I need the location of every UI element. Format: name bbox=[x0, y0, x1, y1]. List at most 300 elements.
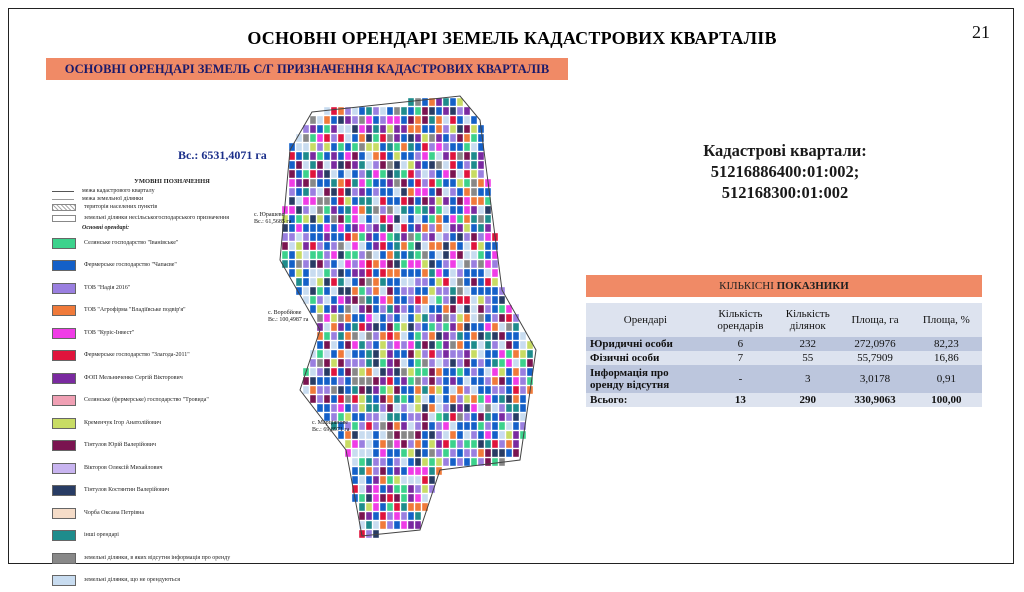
map-parcel bbox=[415, 503, 421, 511]
map-parcel bbox=[415, 143, 421, 151]
map-parcel bbox=[338, 377, 344, 385]
map-parcel bbox=[443, 251, 449, 259]
map-parcel bbox=[401, 224, 407, 232]
map-parcel bbox=[345, 179, 351, 187]
map-parcel bbox=[352, 278, 358, 286]
map-parcel bbox=[380, 233, 386, 241]
map-parcel bbox=[513, 440, 519, 448]
map-parcel bbox=[366, 521, 372, 529]
map-parcel bbox=[408, 188, 414, 196]
map-parcel bbox=[296, 188, 302, 196]
map-parcel bbox=[422, 467, 428, 475]
map-parcel bbox=[345, 296, 351, 304]
map-parcel bbox=[387, 170, 393, 178]
map-parcel bbox=[520, 368, 526, 376]
map-parcel bbox=[310, 233, 316, 241]
map-parcel bbox=[387, 260, 393, 268]
map-parcel bbox=[450, 224, 456, 232]
map-parcel bbox=[415, 377, 421, 385]
map-parcel bbox=[408, 206, 414, 214]
map-parcel bbox=[429, 152, 435, 160]
map-parcel bbox=[401, 476, 407, 484]
map-parcel bbox=[471, 395, 477, 403]
map-parcel bbox=[485, 296, 491, 304]
map-parcel bbox=[380, 395, 386, 403]
legend-color-swatch bbox=[52, 283, 76, 294]
map-parcel bbox=[366, 467, 372, 475]
map-parcel bbox=[366, 503, 372, 511]
map-parcel bbox=[464, 440, 470, 448]
map-parcel bbox=[310, 143, 316, 151]
table-cell: 3 bbox=[776, 365, 839, 393]
map-parcel bbox=[408, 269, 414, 277]
map-parcel bbox=[331, 332, 337, 340]
map-parcel bbox=[317, 305, 323, 313]
map-parcel bbox=[380, 215, 386, 223]
map-parcel bbox=[394, 269, 400, 277]
map-parcel bbox=[394, 350, 400, 358]
map-parcel bbox=[338, 161, 344, 169]
map-parcel bbox=[408, 395, 414, 403]
map-parcel bbox=[394, 161, 400, 169]
map-parcel bbox=[471, 449, 477, 457]
map-parcel bbox=[380, 260, 386, 268]
map-parcel bbox=[380, 521, 386, 529]
map-parcel bbox=[499, 377, 505, 385]
map-parcel bbox=[401, 179, 407, 187]
map-parcel bbox=[443, 143, 449, 151]
map-parcel bbox=[415, 395, 421, 403]
map-parcel bbox=[366, 251, 372, 259]
map-parcel bbox=[366, 197, 372, 205]
map-parcel bbox=[450, 449, 456, 457]
map-parcel bbox=[464, 233, 470, 241]
map-parcel bbox=[485, 386, 491, 394]
map-parcel bbox=[401, 440, 407, 448]
map-parcel bbox=[436, 107, 442, 115]
map-parcel bbox=[408, 350, 414, 358]
map-parcel bbox=[408, 323, 414, 331]
map-parcel bbox=[429, 359, 435, 367]
map-parcel bbox=[443, 179, 449, 187]
map-parcel bbox=[366, 512, 372, 520]
map-parcel bbox=[366, 422, 372, 430]
page-number: 21 bbox=[972, 22, 990, 43]
map-parcel bbox=[373, 404, 379, 412]
map-parcel bbox=[317, 125, 323, 133]
map-parcel bbox=[345, 323, 351, 331]
map-parcel bbox=[401, 458, 407, 466]
map-parcel bbox=[478, 242, 484, 250]
map-parcel bbox=[450, 170, 456, 178]
map-parcel bbox=[415, 188, 421, 196]
map-parcel bbox=[401, 314, 407, 322]
map-parcel bbox=[450, 188, 456, 196]
map-parcel bbox=[464, 242, 470, 250]
map-parcel bbox=[443, 305, 449, 313]
map-parcel bbox=[415, 431, 421, 439]
map-parcel bbox=[429, 206, 435, 214]
map-parcel bbox=[429, 260, 435, 268]
map-parcel bbox=[436, 251, 442, 259]
map-parcel bbox=[471, 368, 477, 376]
map-parcel bbox=[373, 161, 379, 169]
map-parcel bbox=[450, 260, 456, 268]
map-parcel bbox=[450, 440, 456, 448]
map-parcel bbox=[422, 278, 428, 286]
map-parcel bbox=[408, 422, 414, 430]
map-parcel bbox=[373, 395, 379, 403]
map-parcel bbox=[450, 197, 456, 205]
map-parcel bbox=[373, 305, 379, 313]
map-parcel bbox=[352, 143, 358, 151]
map-parcel bbox=[464, 386, 470, 394]
map-parcel bbox=[485, 260, 491, 268]
map-parcel bbox=[380, 431, 386, 439]
map-parcel bbox=[422, 116, 428, 124]
map-parcel bbox=[471, 251, 477, 259]
indicators-table bbox=[586, 303, 982, 407]
map-parcel bbox=[401, 206, 407, 214]
map-parcel bbox=[303, 242, 309, 250]
map-parcel bbox=[359, 485, 365, 493]
map-parcel bbox=[373, 188, 379, 196]
map-parcel bbox=[338, 269, 344, 277]
map-parcel bbox=[429, 467, 435, 475]
map-parcel bbox=[345, 215, 351, 223]
map-parcel bbox=[352, 296, 358, 304]
map-parcel bbox=[422, 494, 428, 502]
map-parcel bbox=[324, 197, 330, 205]
map-parcel bbox=[429, 125, 435, 133]
map-parcel bbox=[478, 170, 484, 178]
map-parcel bbox=[422, 296, 428, 304]
map-parcel bbox=[415, 440, 421, 448]
map-parcel bbox=[457, 233, 463, 241]
map-parcel bbox=[485, 359, 491, 367]
cadastral-heading: Кадастрові квартали: bbox=[640, 140, 930, 161]
map-parcel bbox=[394, 206, 400, 214]
map-parcel bbox=[366, 125, 372, 133]
map-parcel bbox=[373, 179, 379, 187]
table-cell: 0,91 bbox=[911, 365, 982, 393]
legend-label: Кременчук Ігор Анатолійович bbox=[84, 420, 161, 427]
map-parcel bbox=[380, 323, 386, 331]
map-parcel bbox=[443, 116, 449, 124]
cadastral-map bbox=[40, 90, 570, 546]
map-parcel bbox=[401, 233, 407, 241]
cadastral-quarters bbox=[640, 140, 930, 203]
map-parcel bbox=[436, 170, 442, 178]
map-parcel bbox=[443, 206, 449, 214]
map-parcel bbox=[345, 359, 351, 367]
map-parcel bbox=[422, 305, 428, 313]
legend-item bbox=[52, 480, 292, 503]
map-parcel bbox=[387, 143, 393, 151]
map-parcel bbox=[317, 395, 323, 403]
map-parcel bbox=[331, 233, 337, 241]
map-parcel bbox=[345, 287, 351, 295]
map-parcel bbox=[457, 404, 463, 412]
map-parcel bbox=[338, 188, 344, 196]
map-parcel bbox=[457, 332, 463, 340]
map-parcel bbox=[338, 233, 344, 241]
map-parcel bbox=[359, 197, 365, 205]
map-parcel bbox=[429, 332, 435, 340]
map-parcel bbox=[310, 395, 316, 403]
map-parcel bbox=[429, 377, 435, 385]
map-parcel bbox=[471, 386, 477, 394]
map-parcel bbox=[352, 413, 358, 421]
map-parcel bbox=[450, 377, 456, 385]
map-parcel bbox=[359, 449, 365, 457]
map-parcel bbox=[492, 359, 498, 367]
map-parcel bbox=[373, 260, 379, 268]
row-label: Юридичні особи bbox=[586, 337, 705, 351]
indicators-banner bbox=[586, 275, 982, 297]
map-parcel bbox=[373, 278, 379, 286]
map-parcel bbox=[408, 215, 414, 223]
map-parcel bbox=[464, 224, 470, 232]
map-parcel bbox=[359, 467, 365, 475]
map-parcel bbox=[345, 269, 351, 277]
map-parcel bbox=[303, 278, 309, 286]
map-parcel bbox=[352, 305, 358, 313]
map-parcel bbox=[394, 503, 400, 511]
map-parcel bbox=[373, 368, 379, 376]
map-parcel bbox=[401, 449, 407, 457]
map-parcel bbox=[429, 350, 435, 358]
map-parcel bbox=[303, 386, 309, 394]
map-parcel bbox=[464, 350, 470, 358]
map-parcel bbox=[338, 260, 344, 268]
map-parcel bbox=[380, 152, 386, 160]
map-parcel bbox=[450, 251, 456, 259]
map-parcel bbox=[478, 269, 484, 277]
map-parcel bbox=[485, 206, 491, 214]
map-parcel bbox=[345, 242, 351, 250]
map-parcel bbox=[457, 287, 463, 295]
map-parcel bbox=[443, 278, 449, 286]
map-parcel bbox=[373, 422, 379, 430]
table-cell: 16,86 bbox=[911, 351, 982, 365]
map-parcel bbox=[359, 332, 365, 340]
map-parcel bbox=[471, 161, 477, 169]
map-parcel bbox=[401, 107, 407, 115]
map-parcel bbox=[485, 350, 491, 358]
map-parcel bbox=[492, 332, 498, 340]
map-parcel bbox=[478, 449, 484, 457]
map-parcel bbox=[401, 269, 407, 277]
map-parcel bbox=[380, 278, 386, 286]
map-parcel bbox=[352, 386, 358, 394]
map-parcel bbox=[366, 476, 372, 484]
map-parcel bbox=[317, 260, 323, 268]
map-parcel bbox=[485, 431, 491, 439]
map-parcel bbox=[436, 287, 442, 295]
map-parcel bbox=[380, 197, 386, 205]
map-parcel bbox=[387, 386, 393, 394]
map-parcel bbox=[485, 251, 491, 259]
map-parcel bbox=[457, 305, 463, 313]
map-parcel bbox=[457, 440, 463, 448]
map-parcel bbox=[450, 413, 456, 421]
map-parcel bbox=[464, 305, 470, 313]
map-parcel bbox=[324, 278, 330, 286]
map-parcel bbox=[331, 161, 337, 169]
map-parcel bbox=[499, 296, 505, 304]
map-parcel bbox=[415, 242, 421, 250]
map-parcel bbox=[380, 413, 386, 421]
map-parcel bbox=[345, 260, 351, 268]
map-parcel bbox=[415, 116, 421, 124]
map-parcel bbox=[317, 359, 323, 367]
map-parcel bbox=[478, 377, 484, 385]
map-parcel bbox=[387, 152, 393, 160]
map-parcel bbox=[366, 134, 372, 142]
map-parcel bbox=[513, 413, 519, 421]
map-parcel bbox=[345, 152, 351, 160]
tenant-legend-list bbox=[52, 232, 292, 592]
map-parcel bbox=[359, 314, 365, 322]
map-parcel bbox=[478, 332, 484, 340]
map-parcel bbox=[401, 125, 407, 133]
map-parcel bbox=[457, 341, 463, 349]
map-parcel bbox=[415, 521, 421, 529]
map-parcel bbox=[429, 143, 435, 151]
map-parcel bbox=[331, 170, 337, 178]
map-parcel bbox=[345, 125, 351, 133]
map-parcel bbox=[520, 350, 526, 358]
map-parcel bbox=[450, 143, 456, 151]
legend-item bbox=[52, 502, 292, 525]
map-parcel bbox=[485, 341, 491, 349]
map-parcel bbox=[485, 368, 491, 376]
map-parcel bbox=[338, 224, 344, 232]
map-parcel bbox=[373, 152, 379, 160]
map-parcel bbox=[436, 368, 442, 376]
map-parcel bbox=[401, 494, 407, 502]
map-parcel bbox=[373, 107, 379, 115]
map-parcel bbox=[380, 251, 386, 259]
map-parcel bbox=[422, 449, 428, 457]
map-parcel bbox=[373, 503, 379, 511]
map-parcel bbox=[443, 269, 449, 277]
map-parcel bbox=[478, 287, 484, 295]
map-parcel bbox=[338, 368, 344, 376]
map-parcel bbox=[359, 206, 365, 214]
map-parcel bbox=[520, 404, 526, 412]
map-parcel bbox=[317, 314, 323, 322]
map-parcel bbox=[373, 332, 379, 340]
map-parcel bbox=[303, 233, 309, 241]
map-parcel bbox=[359, 170, 365, 178]
map-parcel bbox=[436, 341, 442, 349]
map-parcel bbox=[359, 287, 365, 295]
map-parcel bbox=[478, 422, 484, 430]
legend-color-swatch bbox=[52, 350, 76, 361]
map-parcel bbox=[366, 341, 372, 349]
map-parcel bbox=[317, 179, 323, 187]
map-parcel bbox=[380, 386, 386, 394]
map-parcel bbox=[401, 242, 407, 250]
map-parcel bbox=[506, 386, 512, 394]
map-parcel bbox=[464, 269, 470, 277]
map-parcel bbox=[303, 179, 309, 187]
map-parcel bbox=[387, 494, 393, 502]
map-parcel bbox=[324, 116, 330, 124]
map-parcel bbox=[366, 143, 372, 151]
map-parcel bbox=[485, 458, 491, 466]
map-parcel bbox=[464, 449, 470, 457]
legend-item: межа земельної ділянки bbox=[52, 195, 292, 203]
map-parcel bbox=[443, 107, 449, 115]
map-parcel bbox=[464, 125, 470, 133]
map-parcel bbox=[415, 260, 421, 268]
map-parcel bbox=[345, 350, 351, 358]
table-total-row bbox=[586, 393, 982, 407]
map-parcel bbox=[422, 233, 428, 241]
legend-label: земельні ділянки, що не орендуються bbox=[84, 577, 180, 584]
header-cell: Площа, % bbox=[911, 303, 982, 337]
map-parcel bbox=[443, 377, 449, 385]
map-parcel bbox=[303, 143, 309, 151]
map-parcel bbox=[296, 278, 302, 286]
map-parcel bbox=[408, 458, 414, 466]
map-parcel bbox=[317, 278, 323, 286]
map-parcel bbox=[338, 296, 344, 304]
map-parcel bbox=[394, 359, 400, 367]
map-parcel bbox=[359, 377, 365, 385]
table-cell: 330,9063 bbox=[839, 393, 910, 407]
map-parcel bbox=[317, 233, 323, 241]
map-parcel bbox=[408, 404, 414, 412]
map-parcel bbox=[359, 458, 365, 466]
map-parcel bbox=[380, 404, 386, 412]
map-parcel bbox=[436, 278, 442, 286]
map-parcel bbox=[352, 170, 358, 178]
map-parcel bbox=[415, 359, 421, 367]
map-parcel bbox=[471, 350, 477, 358]
map-parcel bbox=[366, 458, 372, 466]
map-parcel bbox=[471, 215, 477, 223]
map-parcel bbox=[317, 134, 323, 142]
map-parcel bbox=[352, 422, 358, 430]
map-parcel bbox=[520, 359, 526, 367]
map-parcel bbox=[331, 368, 337, 376]
map-parcel bbox=[478, 251, 484, 259]
map-parcel bbox=[366, 413, 372, 421]
map-parcel bbox=[380, 467, 386, 475]
map-parcel bbox=[506, 359, 512, 367]
map-parcel bbox=[471, 170, 477, 178]
map-parcel bbox=[492, 296, 498, 304]
map-parcel bbox=[352, 467, 358, 475]
map-parcel bbox=[317, 161, 323, 169]
map-parcel bbox=[394, 170, 400, 178]
map-parcel bbox=[408, 431, 414, 439]
map-parcel bbox=[366, 350, 372, 358]
map-parcel bbox=[373, 413, 379, 421]
map-parcel bbox=[380, 134, 386, 142]
map-parcel bbox=[415, 350, 421, 358]
map-parcel bbox=[373, 170, 379, 178]
map-parcel bbox=[394, 215, 400, 223]
map-parcel bbox=[506, 323, 512, 331]
map-parcel bbox=[331, 224, 337, 232]
map-parcel bbox=[310, 242, 316, 250]
map-parcel bbox=[310, 368, 316, 376]
